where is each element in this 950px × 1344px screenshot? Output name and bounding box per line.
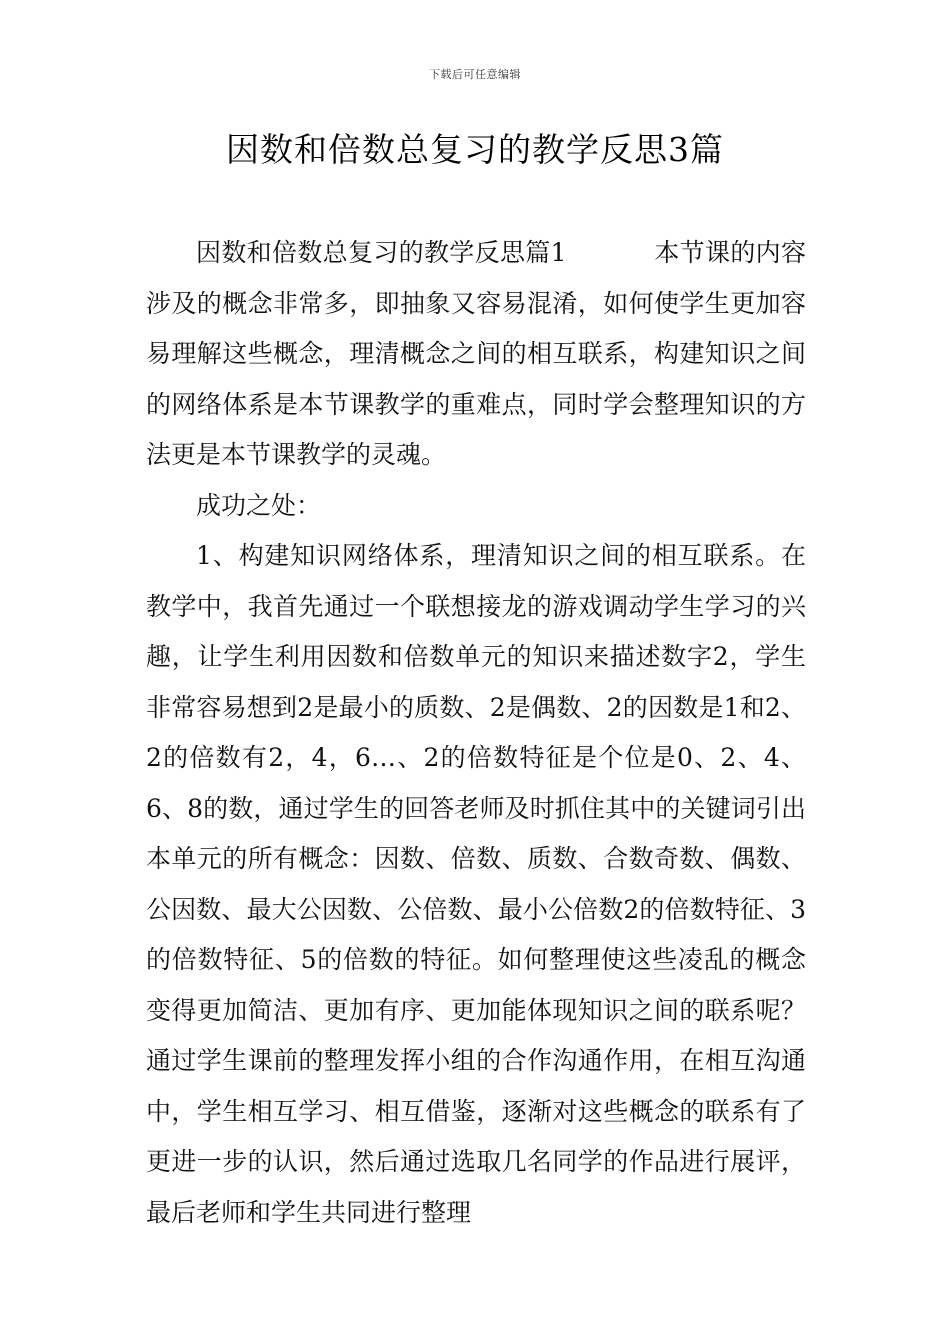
point-1-paragraph: 1、构建知识网络体系，理清知识之间的相互联系。在教学中，我首先通过一个联想接龙的游戏调动学生学习的兴趣，让学生利用因数和倍数单元的知识来描述数字2，学生非常容易想到2是最小的质数、2是偶数、2的因数是1和2、2的倍数有2，4，6…、2的倍数特征是个位是0、2、4、6、8的数，通过学生的回答老师及时抓住其中的关键词引出本单元的所有概念：因数、倍数、质数、合数奇数、偶数、公因数、最大公因数、公倍数、最小公倍数2的倍数特征、3的倍数特征、5的倍数的特征。如何整理使这些凌乱的概念变得更加简洁、更加有序、更加能体现知识之间的联系呢？通过学生课前的整理发挥小组的合作沟通作用，在相互沟通中，学生相互学习、相互借鉴，逐渐对这些概念的联系有了更进一步的认识，然后通过选取几名同学的作品进行展评，最后老师和学生共同进行整理 bbox=[146, 541, 806, 1227]
document-body bbox=[146, 228, 806, 1238]
success-label: 成功之处： bbox=[196, 490, 322, 520]
header-note: 下载后可任意编辑 bbox=[429, 68, 521, 81]
intro-text: 本节课的内容涉及的概念非常多，即抽象又容易混淆，如何使学生更加容易理解这些概念，理清概念之间的相互联系，构建知识之间的网络体系是本节课教学的重难点，同时学会整理知识的方法更是本节课教学的灵魂。 bbox=[146, 238, 806, 469]
section-heading: 因数和倍数总复习的教学反思篇1 bbox=[196, 238, 567, 267]
intro-paragraph bbox=[146, 228, 806, 481]
document-title: 因数和倍数总复习的教学反思3篇 bbox=[226, 130, 724, 169]
